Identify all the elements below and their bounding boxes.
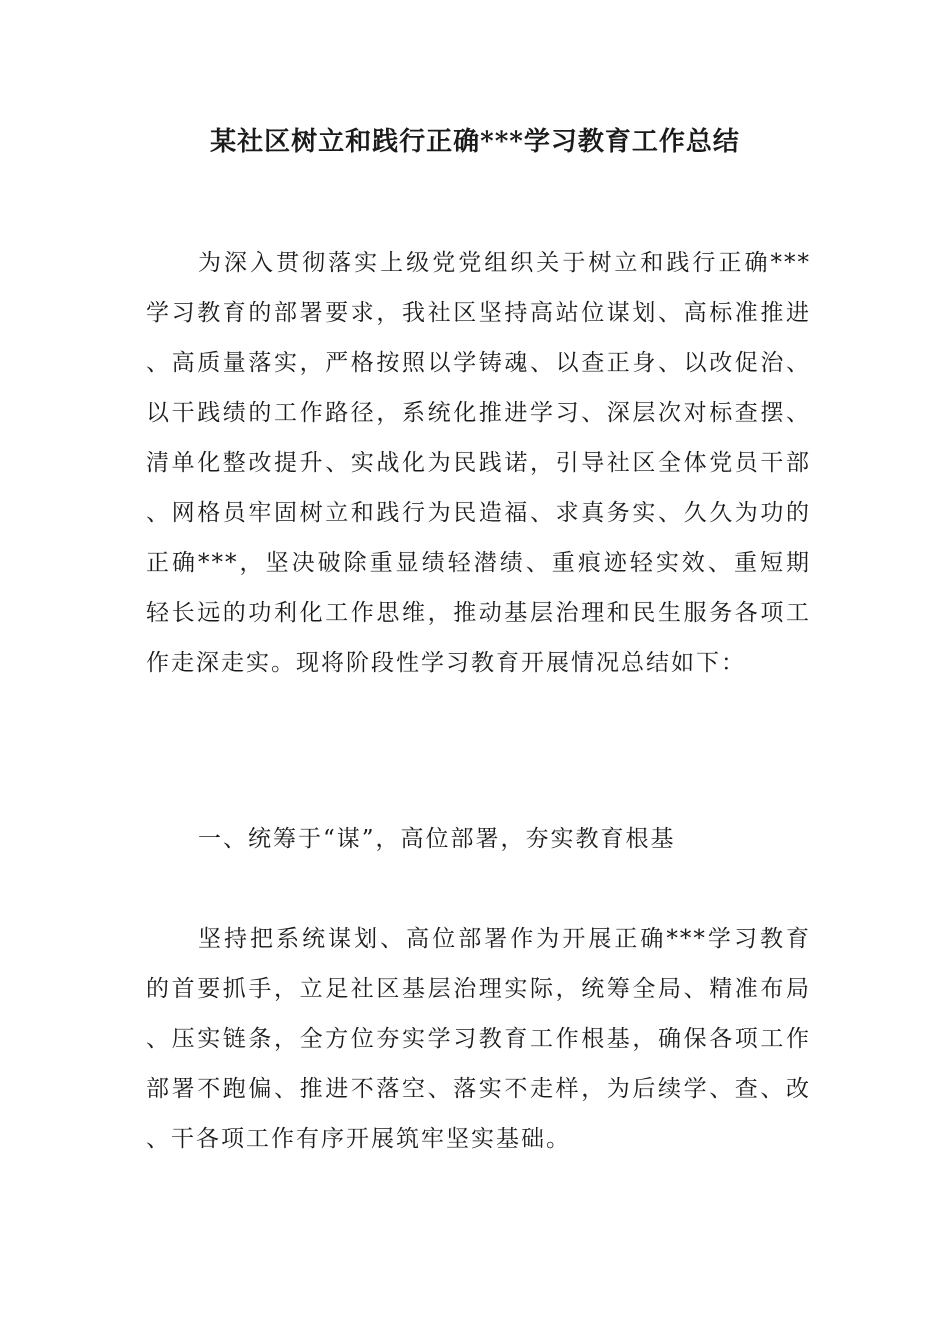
document-title: 某社区树立和践行正确***学习教育工作总结: [210, 127, 740, 157]
section-paragraph: 坚持把系统谋划、高位部署作为开展正确***学习教育的首要抓手，立足社区基层治理实际，统筹全局、精准布局、压实链条，全方位夯实学习教育工作根基，确保各项工作部署不跑偏、推进不落空、落实不走样，为后续学、查、改、干各项工作有序开展筑牢坚实基础。: [146, 926, 811, 1152]
section-heading: 一、统筹于“谋”，高位部署，夯实教育根基: [198, 826, 676, 852]
intro-paragraph: 为深入贯彻落实上级党党组织关于树立和践行正确***学习教育的部署要求，我社区坚持高站位谋划、高标准推进、高质量落实，严格按照以学铸魂、以查正身、以改促治、以干践绩的工作路径，系统化推进学习、深层次对标查摆、清单化整改提升、实战化为民践诺，引导社区全体党员干部、网格员牢固树立和践行为民造福、求真务实、久久为功的正确***，坚决破除重显绩轻潜绩、重痕迹轻实效、重短期轻长远的功利化工作思维，推动基层治理和民生服务各项工作走深走实。现将阶段性学习教育开展情况总结如下：: [146, 250, 811, 676]
